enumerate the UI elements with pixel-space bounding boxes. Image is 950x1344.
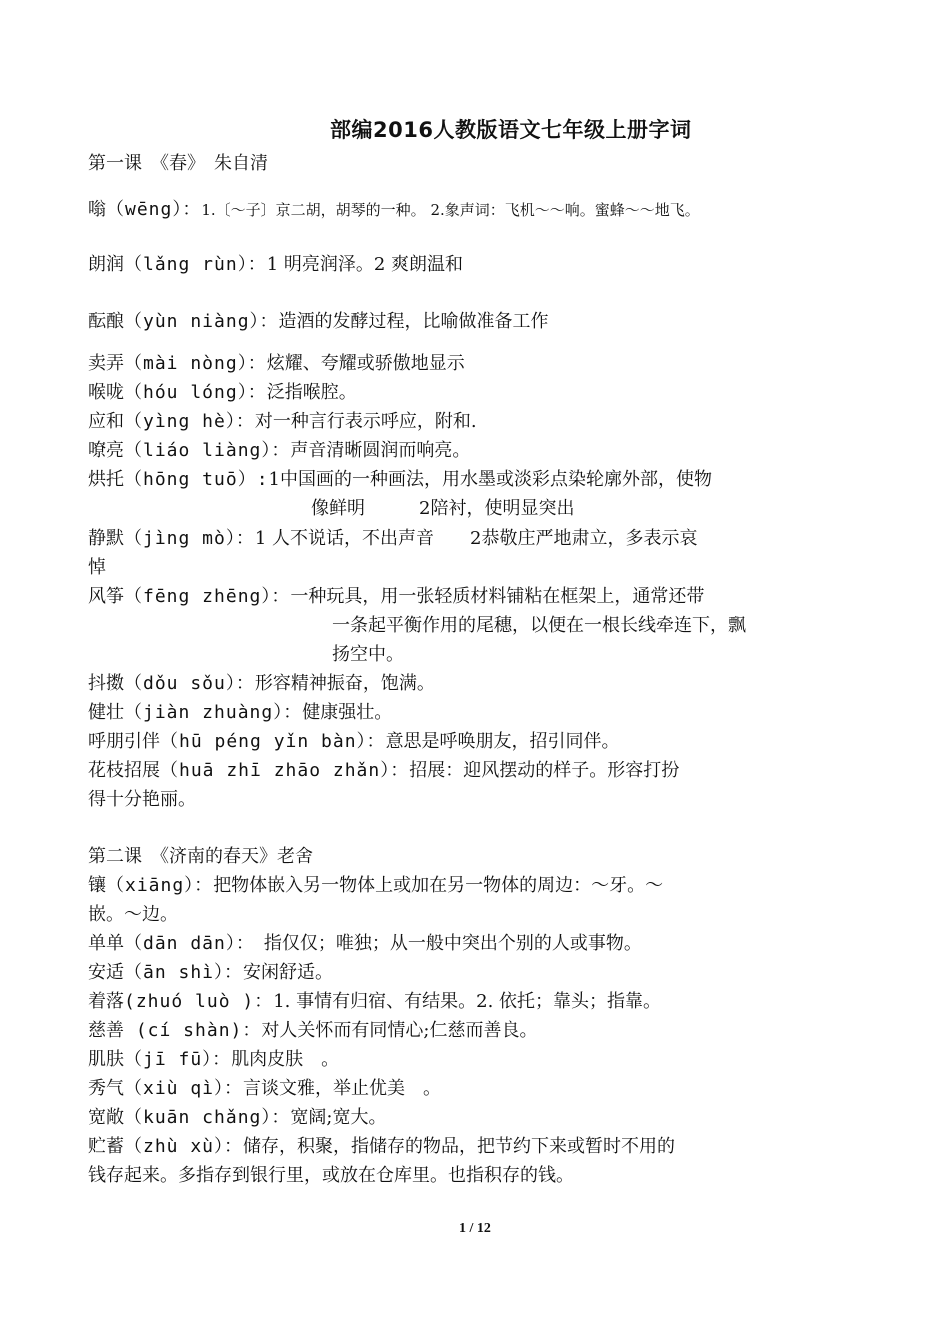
entry-pinyin: （lǎng rùn）：: [124, 254, 267, 275]
vocab-entry: [88, 410, 477, 434]
entry-definition: 安闲舒适。: [243, 962, 334, 983]
entry-pinyin: （liáo liàng）：: [124, 440, 291, 461]
entry-word: 朗润: [88, 254, 124, 275]
entry-definition: 意思是呼唤朋友，招引同伴。: [385, 731, 620, 752]
entry-word: 镶: [88, 875, 106, 896]
vocab-entry: [88, 585, 704, 609]
entry-pinyin: （yùn niàng）：: [124, 311, 279, 332]
entry-definition: 1 人不说话，不出声音 2恭敬庄严地肃立，多表示哀: [254, 528, 698, 549]
entry-definition: 把物体嵌入另一物体上或加在另一物体的周边：～牙。～: [213, 875, 664, 896]
entry-definition: 1中国画的一种画法，用水墨或淡彩点染轮廓外部，使物: [268, 469, 712, 490]
entry-word: 嘹亮: [88, 440, 124, 461]
entry-word: 酝酿: [88, 311, 124, 332]
vocab-entry: [88, 1048, 339, 1072]
vocab-entry: [88, 672, 435, 696]
entry-pinyin: （dǒu sǒu）：: [124, 673, 255, 694]
entry-pinyin: （ān shì）：: [124, 962, 244, 983]
entry-pinyin: （hóu lóng）：: [124, 382, 267, 403]
vocab-entry: [88, 874, 663, 898]
entry-pinyin: （kuān chǎng）：: [124, 1107, 291, 1128]
vocab-entry: [88, 198, 700, 222]
entry-definition: 对人关怀而有同情心;仁慈而善良。: [261, 1020, 538, 1041]
entry-definition: 言谈文雅，举止优美 。: [243, 1078, 442, 1099]
entry-pinyin: （yìng hè）：: [124, 411, 255, 432]
entry-word: 喉咙: [88, 382, 124, 403]
entry-continuation: 悼: [88, 557, 106, 578]
entry-word: 着落: [88, 991, 124, 1012]
entry-pinyin: （hōng tuō）:: [124, 469, 269, 490]
entry-pinyin: （jiàn zhuàng）：: [124, 702, 303, 723]
document-title: 部编2016人教版语文七年级上册字词: [330, 118, 692, 142]
entry-definition: 声音清晰圆润而响亮。: [290, 440, 471, 461]
entry-definition: 储存，积聚，指储存的物品，把节约下来或暂时不用的: [243, 1136, 676, 1157]
vocab-entry: [88, 439, 470, 463]
entry-word: 嗡: [88, 199, 106, 220]
vocab-entry: [88, 1019, 537, 1043]
entry-continuation: 一条起平衡作用的尾穗，以便在一根长线牵连下，飘: [332, 615, 746, 636]
entry-continuation: 钱存起来。多指存到银行里，或放在仓库里。也指积存的钱。: [88, 1165, 574, 1186]
entry-word: 慈善: [88, 1020, 124, 1041]
entry-definition: 形容精神振奋，饱满。: [254, 673, 435, 694]
entry-continuation: 扬空中。: [332, 644, 404, 665]
vocab-entry: [88, 961, 333, 985]
entry-word: 贮蓄: [88, 1136, 124, 1157]
entry-definition: 健康强壮。: [302, 702, 393, 723]
entry-word: 呼朋引伴: [88, 731, 160, 752]
entry-definition: 对一种言行表示呼应，附和.: [254, 411, 477, 432]
entry-pinyin: （dān dān）：: [124, 933, 246, 954]
vocab-entry: [88, 932, 642, 956]
entry-definition: 1 明亮润泽。2 爽朗温和: [266, 254, 464, 275]
entry-definition: 1. 事情有归宿、有结果。2. 依托；靠头；指靠。: [273, 991, 662, 1012]
entry-pinyin: （jī fū）：: [124, 1049, 232, 1070]
vocab-entry: [88, 730, 620, 754]
vocab-entry: [88, 701, 392, 725]
entry-pinyin: （mài nòng）：: [124, 353, 267, 374]
entry-definition: 炫耀、夸耀或骄傲地显示: [266, 353, 465, 374]
entry-pinyin: （zhù xù）：: [124, 1136, 244, 1157]
entry-definition: 肌肉皮肤 。: [231, 1049, 340, 1070]
entry-definition: 1.〔～子〕京二胡，胡琴的一种。 2.象声词：飞机～～响。蜜蜂～～地飞。: [201, 201, 700, 219]
entry-word: 单单: [88, 933, 124, 954]
vocab-entry: [88, 381, 357, 405]
vocab-entry: [88, 1135, 675, 1159]
entry-word: 肌肤: [88, 1049, 124, 1070]
entry-word: 应和: [88, 411, 124, 432]
entry-pinyin: （xiāng）：: [106, 875, 214, 896]
entry-word: 花枝招展: [88, 760, 160, 781]
entry-word: 风筝: [88, 586, 124, 607]
entry-pinyin: （fēng zhēng）：: [124, 586, 291, 607]
entry-pinyin: （xiù qì）：: [124, 1078, 244, 1099]
vocab-entry: [88, 990, 661, 1014]
entry-pinyin: （huā zhī zhāo zhǎn）：: [160, 760, 410, 781]
vocab-entry: [88, 759, 679, 783]
entry-word: 烘托: [88, 469, 124, 490]
entry-pinyin: （hū péng yǐn bàn）：: [160, 731, 386, 752]
entry-definition: 泛指喉腔。: [266, 382, 357, 403]
lesson-heading: 第二课 《济南的春天》老舍: [88, 846, 313, 867]
vocab-entry: [88, 1106, 386, 1130]
entry-continuation: 嵌。～边。: [88, 904, 178, 925]
vocab-entry: [88, 527, 697, 551]
entry-word: 抖擞: [88, 673, 124, 694]
vocab-entry: [88, 310, 549, 334]
vocab-entry: [88, 352, 465, 376]
entry-word: 静默: [88, 528, 124, 549]
entry-word: 健壮: [88, 702, 124, 723]
entry-word: 安适: [88, 962, 124, 983]
vocab-entry: [88, 253, 463, 277]
entry-pinyin: （wēng）：: [106, 199, 202, 220]
lesson-heading: 第一课 《春》 朱自清: [88, 153, 268, 174]
entry-definition: 宽阔;宽大。: [290, 1107, 387, 1128]
entry-pinyin: （jìng mò）：: [124, 528, 255, 549]
entry-pinyin: (zhuó luò )：: [124, 991, 274, 1012]
entry-word: 宽敞: [88, 1107, 124, 1128]
entry-word: 秀气: [88, 1078, 124, 1099]
entry-definition: 指仅仅；唯独；从一般中突出个别的人或事物。: [245, 933, 642, 954]
entry-word: 卖弄: [88, 353, 124, 374]
vocab-entry: [88, 1077, 441, 1101]
entry-continuation: 得十分艳丽。: [88, 789, 196, 810]
entry-pinyin: (cí shàn)：: [124, 1020, 262, 1041]
entry-definition: 招展：迎风摆动的样子。形容打扮: [409, 760, 680, 781]
vocab-entry: [88, 468, 712, 492]
entry-continuation: 像鲜明 2陪衬，使明显突出: [311, 498, 575, 519]
entry-definition: 一种玩具，用一张轻质材料铺粘在框架上，通常还带: [290, 586, 705, 607]
page-number: 1 / 12: [459, 1221, 491, 1236]
entry-definition: 造酒的发酵过程，比喻做准备工作: [278, 311, 549, 332]
